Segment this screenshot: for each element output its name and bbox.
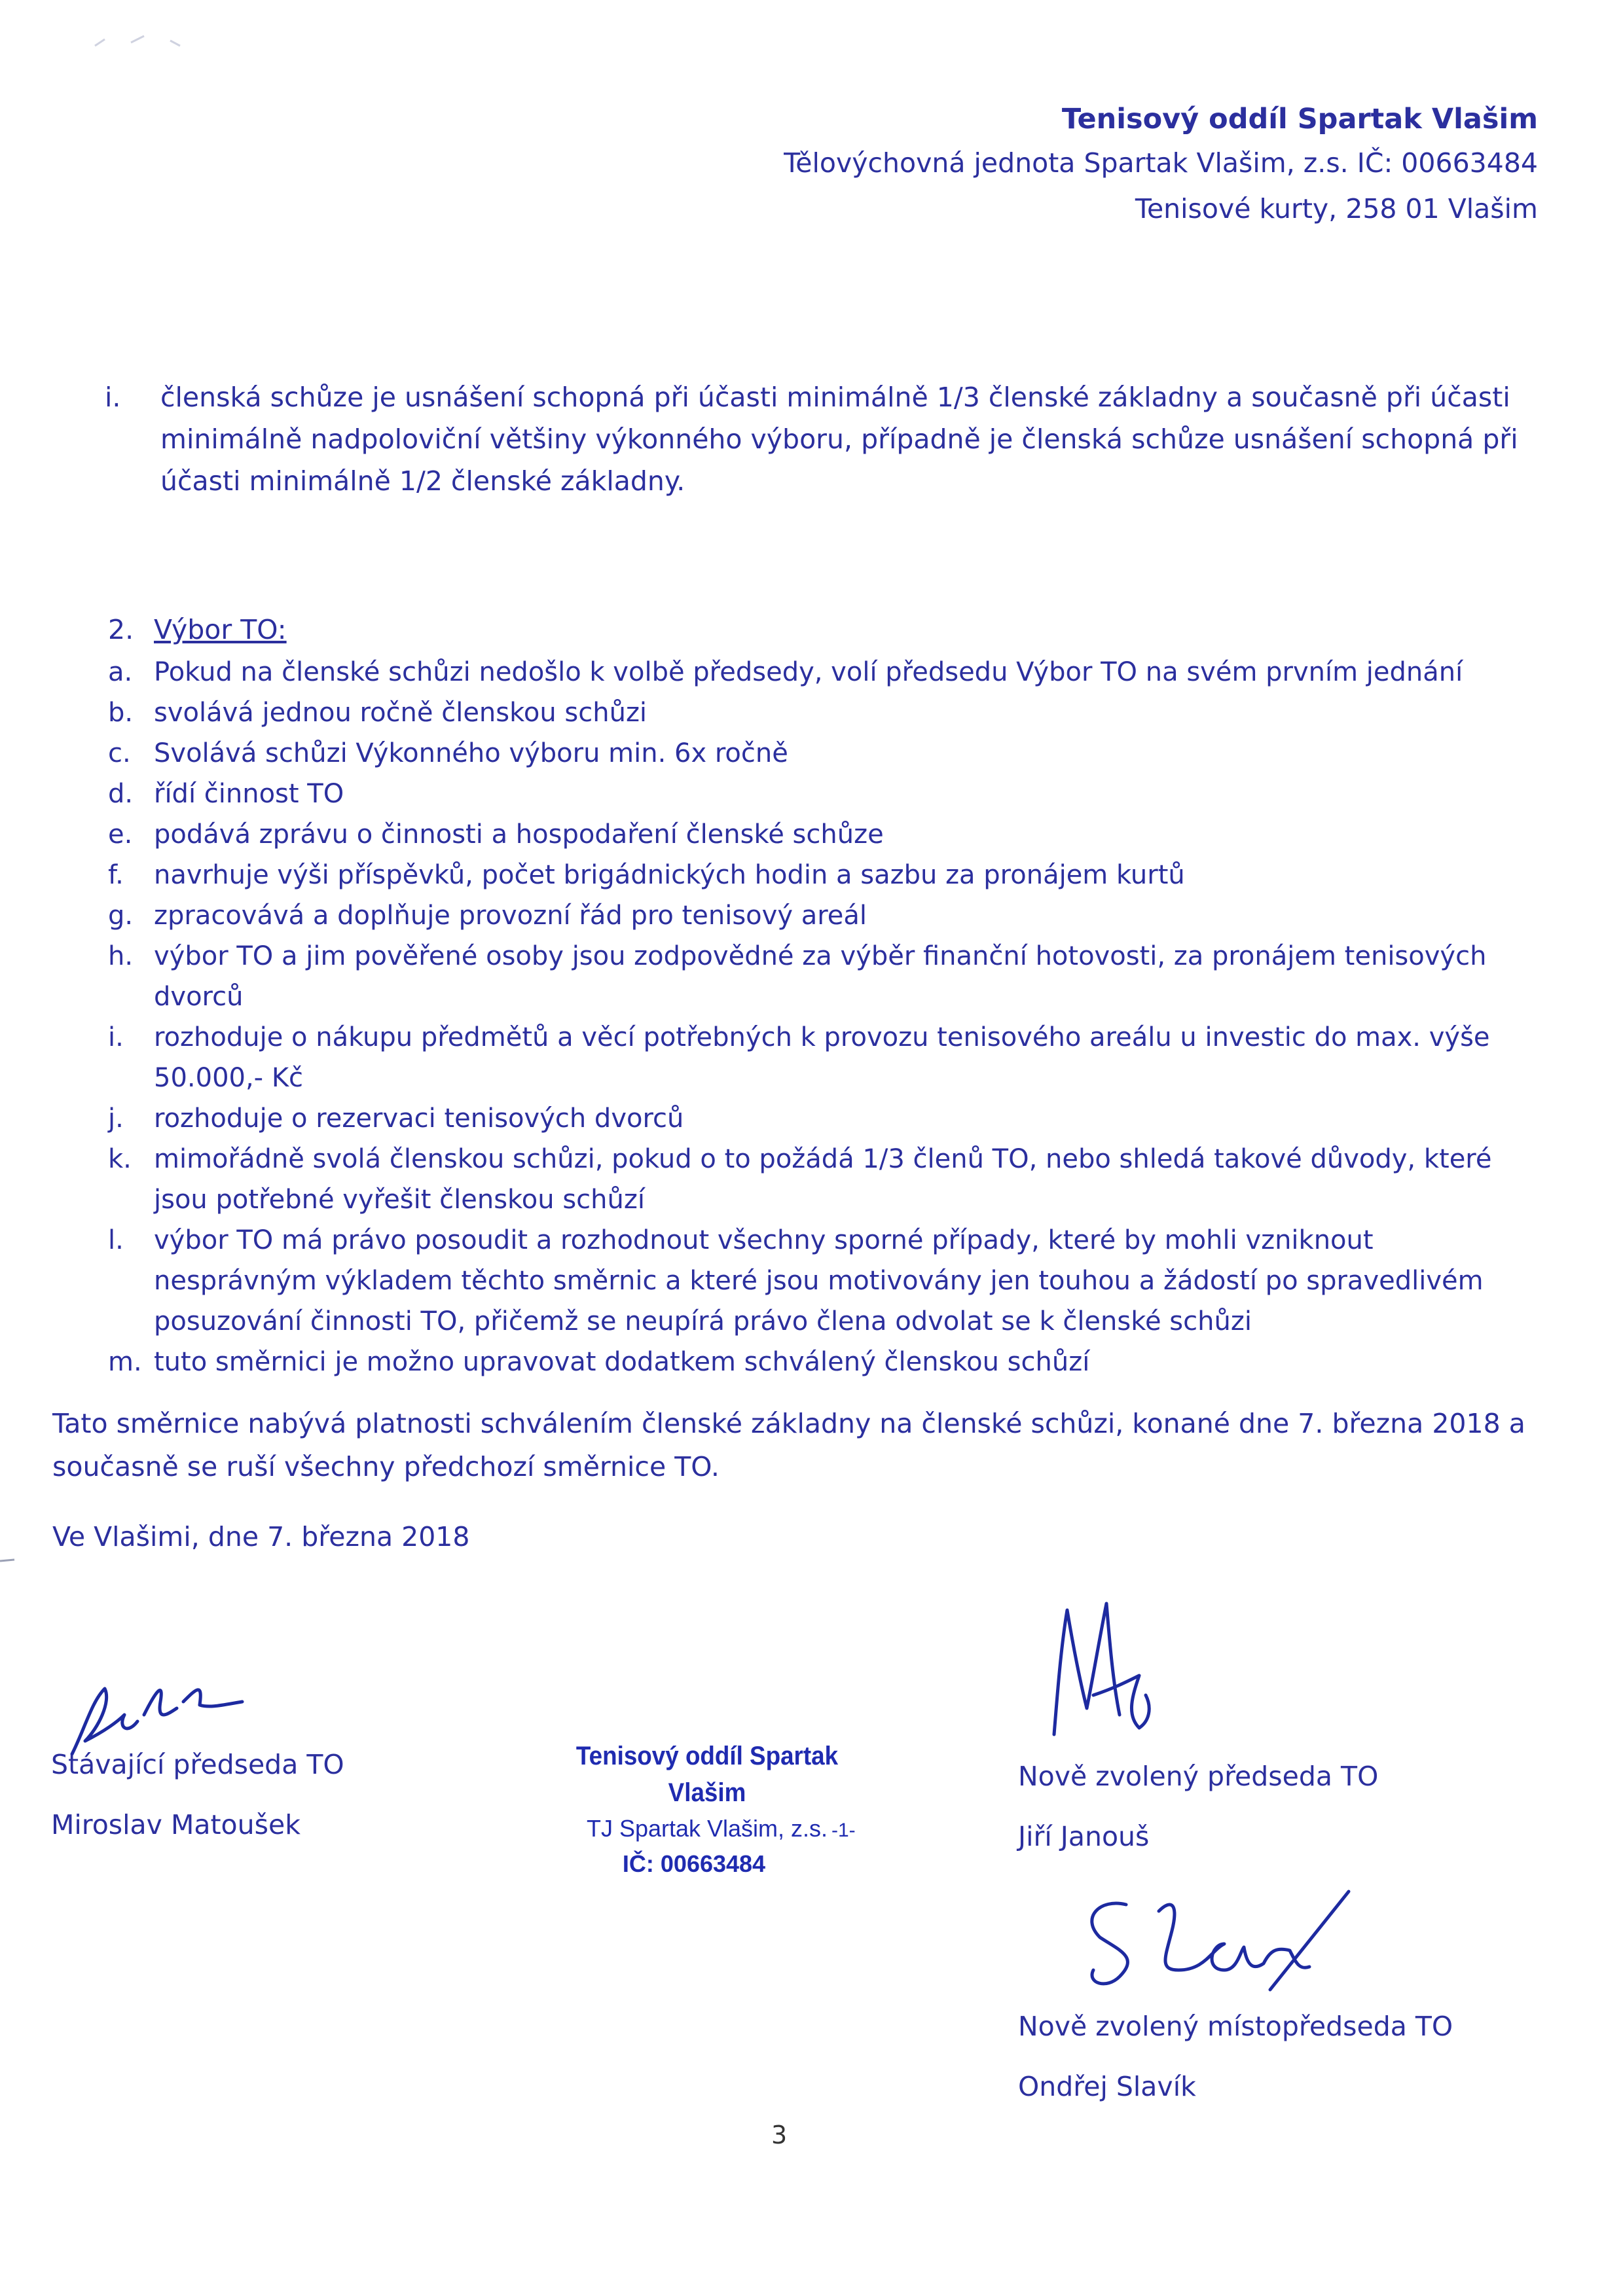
list-item (108, 1139, 1522, 1220)
list-item (108, 1098, 1522, 1139)
scan-edge-mark (0, 1558, 20, 1564)
list-item (108, 936, 1522, 1017)
list-item-text: mimořádně svolá členskou schůzi, pokud o to požádá 1/3 členů TO, nebo shledá takové důvody, které jsou potřebné vyřešit členskou schůzí (154, 1144, 1492, 1215)
signatory-right (1018, 1746, 1378, 1867)
section-title: Výbor TO: (154, 614, 287, 645)
list-item-text: Pokud na členské schůzi nedošlo k volbě předsedy, volí předsedu Výbor TO na svém prvním jednání (154, 657, 1463, 687)
list-item-text: výbor TO a jim pověřené osoby jsou zodpovědné za výběr finanční hotovosti, za pronájem tenisových dvorců (154, 941, 1487, 1012)
letterhead (784, 98, 1538, 232)
list-item-letter: k. (108, 1144, 132, 1174)
list-item (108, 895, 1522, 936)
list-item (108, 733, 1522, 774)
list-item (108, 814, 1522, 855)
section-list (108, 652, 1522, 1382)
page-number: 3 (771, 2121, 788, 2149)
stamp-page-mark: -1- (831, 1820, 856, 1841)
list-item-text: svolává jednou ročně členskou schůzi (154, 698, 647, 728)
list-item-text: rozhoduje o rezervaci tenisových dvorců (154, 1103, 684, 1134)
list-item (108, 1220, 1522, 1342)
org-name: Tenisový oddíl Spartak Vlašim (1061, 103, 1538, 135)
signatory-right2-role: Nově zvolený místopředseda TO (1018, 2011, 1453, 2042)
signature-right2 (1074, 1885, 1375, 2012)
list-item-letter: b. (108, 698, 134, 728)
intro-marker: i. (105, 382, 121, 413)
list-item-letter: i. (108, 1022, 124, 1052)
list-item-text: výbor TO má právo posoudit a rozhodnout všechny sporné případy, které by mohli vzniknout nesprávným výkladem těchto směrnic a které jsou motivovány jen touhou a žádostí po spravedlivém posuzování činnosti TO, přičemž se neupírá právo člena odvolat se k členské schůzi (154, 1225, 1484, 1336)
org-address: Tenisové kurty, 258 01 Vlašim (1135, 193, 1538, 224)
list-item-text: podává zprávu o činnosti a hospodaření členské schůze (154, 819, 884, 850)
list-item (108, 692, 1522, 733)
intro-item (105, 376, 1519, 502)
signatory-right-name: Jiří Janouš (1018, 1821, 1150, 1852)
signatory-right2 (1018, 1996, 1453, 2117)
list-item (108, 774, 1522, 814)
stamp-line3: IČ: 00663484 (622, 1850, 766, 1877)
list-item-letter: j. (108, 1103, 124, 1134)
list-item-letter: c. (108, 738, 131, 768)
list-item-text: rozhoduje o nákupu předmětů a věcí potřebných k provozu tenisového areálu u investic do max. výše 50.000,- Kč (154, 1022, 1490, 1093)
list-item-letter: g. (108, 901, 134, 931)
list-item-text: tuto směrnici je možno upravovat dodatkem schválený členskou schůzí (154, 1347, 1090, 1377)
list-item-text: Svolává schůzi Výkonného výboru min. 6x ročně (154, 738, 788, 768)
list-item (108, 1017, 1522, 1098)
list-item-text: řídí činnost TO (154, 779, 344, 809)
org-registration: Tělovýchovná jednota Spartak Vlašim, z.s. IČ: 00663484 (784, 147, 1538, 179)
list-item (108, 652, 1522, 692)
list-item-text: navrhuje výši příspěvků, počet brigádnických hodin a sazbu za pronájem kurtů (154, 860, 1185, 890)
signatory-left (51, 1734, 344, 1855)
organization-stamp (524, 1738, 890, 1882)
place-date: Ve Vlašimi, dne 7. března 2018 (52, 1521, 470, 1552)
list-item-letter: h. (108, 941, 134, 971)
list-item-text: zpracovává a doplňuje provozní řád pro tenisový areál (154, 901, 867, 931)
closing-paragraph: Tato směrnice nabývá platnosti schválením členské základny na členské schůzi, konané dne 7. března 2018 a současně se ruší všechny předchozí směrnice TO. (52, 1408, 1525, 1482)
list-item-letter: l. (108, 1225, 124, 1255)
stamp-line1: Tenisový oddíl Spartak Vlašim (575, 1742, 839, 1807)
intro-text: členská schůze je usnášení schopná při účasti minimálně 1/3 členské základny a současně při účasti minimálně nadpoloviční většiny výkonného výboru, případně je členská schůze usnášení schopná při účasti minimálně 1/2 členské základny. (160, 382, 1518, 497)
scan-artifact (92, 26, 223, 52)
section-number: 2. (108, 614, 134, 645)
signatory-left-name: Miroslav Matoušek (51, 1809, 301, 1840)
signatory-right-role: Nově zvolený předseda TO (1018, 1761, 1379, 1792)
list-item-letter: a. (108, 657, 133, 687)
list-item-letter: m. (108, 1347, 142, 1377)
signatory-left-role: Stávající předseda TO (51, 1749, 344, 1780)
list-item-letter: f. (108, 860, 124, 890)
list-item (108, 1342, 1522, 1382)
list-item-letter: d. (108, 779, 134, 809)
section-heading (108, 609, 287, 651)
list-item-letter: e. (108, 819, 133, 850)
signatory-right2-name: Ondřej Slavík (1018, 2071, 1196, 2102)
signature-right (1028, 1597, 1198, 1750)
list-item (108, 855, 1522, 895)
stamp-line2: TJ Spartak Vlašim, z.s. (586, 1815, 828, 1842)
